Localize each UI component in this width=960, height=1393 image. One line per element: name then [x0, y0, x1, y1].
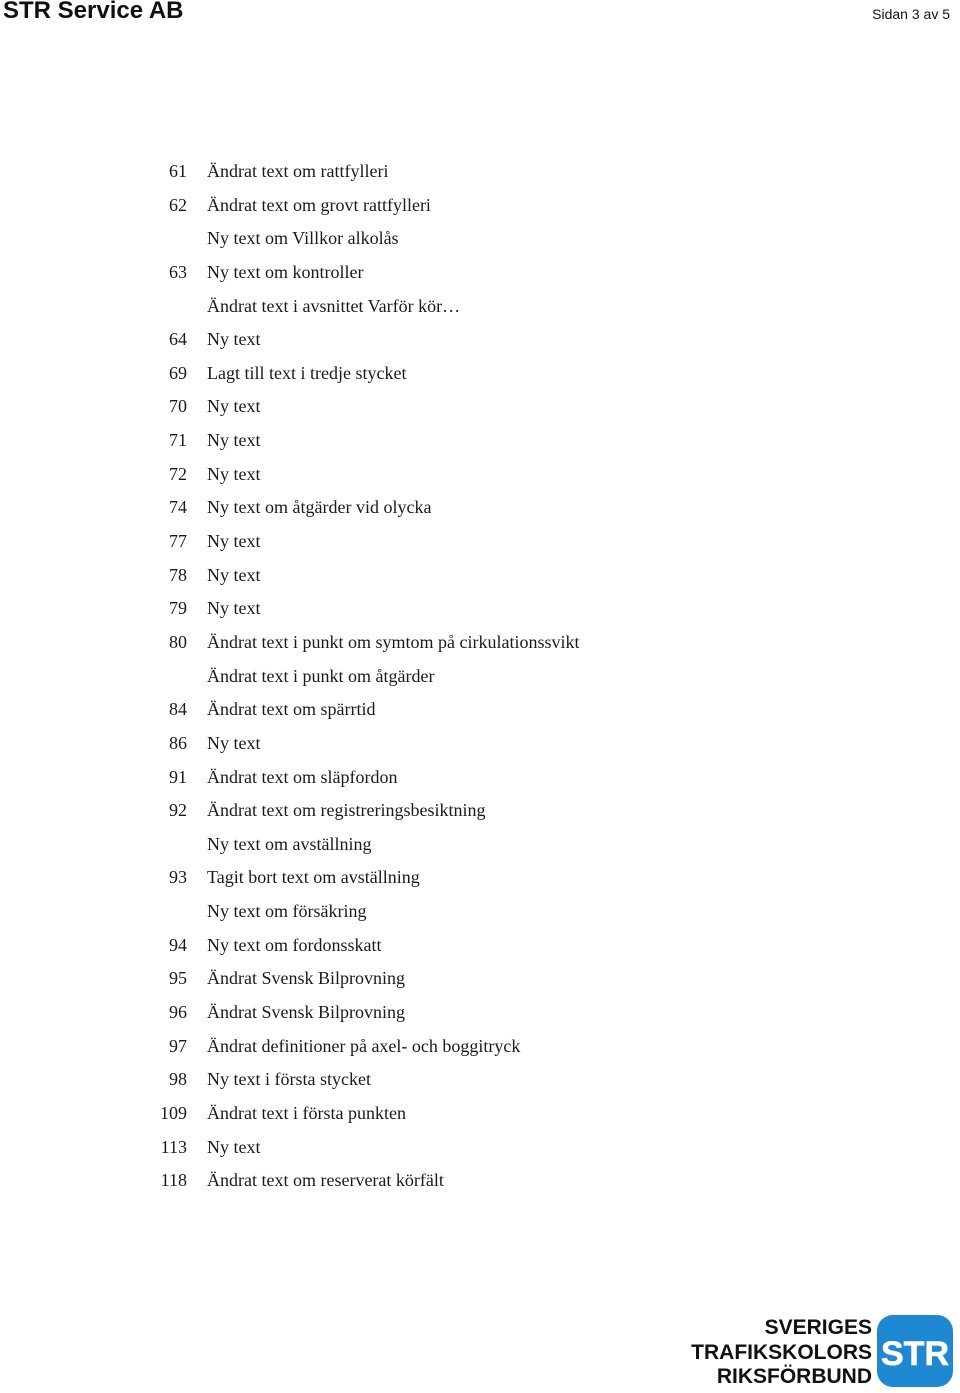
page-reference-number: 86: [169, 732, 187, 753]
change-description: Ny text: [207, 396, 261, 417]
list-item: [0, 693, 960, 727]
page-reference-number: 62: [169, 194, 187, 215]
list-item: [0, 189, 960, 223]
logo-mark-text: STR: [881, 1335, 949, 1373]
change-description: Ny text: [207, 430, 261, 451]
list-item: [0, 1030, 960, 1064]
change-description: Ny text om kontroller: [207, 261, 364, 282]
list-item: [0, 1097, 960, 1131]
logo-line-2: TRAFIKSKOLORS: [691, 1340, 872, 1364]
document-title: STR Service AB: [3, 0, 184, 24]
list-item: [0, 929, 960, 963]
change-description: Ändrat text i avsnittet Varför kör…: [207, 295, 461, 316]
list-item: [0, 290, 960, 324]
list-item: [0, 962, 960, 996]
change-description: Ny text: [207, 1136, 261, 1157]
page-reference-number: 70: [169, 396, 187, 417]
change-description: Ändrat text om släpfordon: [207, 766, 398, 787]
page-reference-number: 71: [169, 430, 187, 451]
list-item: [0, 390, 960, 424]
change-description: Ändrat text om rattfylleri: [207, 161, 389, 181]
change-list: [0, 155, 960, 1198]
list-item: [0, 155, 960, 189]
page-reference-number: 96: [169, 1002, 187, 1023]
change-description: Ny text om åtgärder vid olycka: [207, 497, 432, 518]
change-description: Ändrat text i punkt om symtom på cirkulationssvikt: [207, 631, 580, 652]
page-reference-number: 80: [169, 631, 187, 652]
change-description: Ändrat Svensk Bilprovning: [207, 1002, 405, 1023]
page-reference-number: 64: [169, 329, 187, 350]
page-reference-number: 109: [160, 1102, 187, 1123]
page-reference-number: 74: [169, 497, 187, 518]
list-item: [0, 491, 960, 525]
list-item: [0, 828, 960, 862]
list-item: [0, 727, 960, 761]
change-description: Ny text: [207, 732, 261, 753]
list-item: [0, 861, 960, 895]
change-description: Ny text om Villkor alkolås: [207, 228, 399, 249]
page-reference-number: 69: [169, 362, 187, 383]
page-reference-number: 79: [169, 598, 187, 619]
list-item: [0, 424, 960, 458]
list-item: [0, 996, 960, 1030]
page-reference-number: 98: [169, 1069, 187, 1090]
list-item: [0, 1131, 960, 1165]
change-description: Ändrat Svensk Bilprovning: [207, 968, 405, 989]
str-logo-icon: [877, 1315, 953, 1387]
change-description: Ändrat text om registreringsbesiktning: [207, 800, 486, 821]
page-reference-number: 72: [169, 463, 187, 484]
list-item: [0, 458, 960, 492]
page-reference-number: 113: [160, 1136, 187, 1157]
change-description: Ny text: [207, 564, 261, 585]
list-item: [0, 1063, 960, 1097]
list-item: [0, 222, 960, 256]
page-number: Sidan 3 av 5: [872, 6, 950, 22]
logo-line-1: SVERIGES: [764, 1316, 872, 1339]
list-item: [0, 1164, 960, 1198]
page-reference-number: 92: [169, 800, 187, 821]
logo-wordmark: [691, 1316, 872, 1390]
change-description: Ny text om försäkring: [207, 901, 367, 922]
change-description: Ändrat text i första punkten: [207, 1102, 406, 1123]
change-description: Ändrat text om spärrtid: [207, 699, 376, 720]
list-item: [0, 592, 960, 626]
page-reference-number: 91: [169, 766, 187, 787]
list-item: [0, 256, 960, 290]
change-description: Ändrat definitioner på axel- och boggitryck: [207, 1035, 521, 1056]
list-item: [0, 895, 960, 929]
change-description: Ny text: [207, 329, 261, 350]
change-description: Ändrat text om grovt rattfylleri: [207, 194, 431, 215]
page-reference-number: 77: [169, 531, 187, 552]
change-description: Ny text om fordonsskatt: [207, 934, 382, 955]
list-item: [0, 525, 960, 559]
page-reference-number: 97: [169, 1035, 187, 1056]
page-reference-number: 63: [169, 261, 187, 282]
change-description: Ny text: [207, 463, 261, 484]
change-description: Tagit bort text om avställning: [207, 867, 420, 888]
logo-line-3: RIKSFÖRBUND: [716, 1365, 872, 1388]
list-item: [0, 626, 960, 660]
change-description: Lagt till text i tredje stycket: [207, 362, 407, 383]
change-description: Ny text: [207, 598, 261, 619]
page-reference-number: 84: [169, 699, 187, 720]
page-reference-number: 78: [169, 564, 187, 585]
page-reference-number: 61: [169, 161, 187, 181]
change-description: Ny text: [207, 531, 261, 552]
list-item: [0, 323, 960, 357]
page-reference-number: 94: [169, 934, 187, 955]
change-description: Ändrat text i punkt om åtgärder: [207, 665, 435, 686]
list-item: [0, 660, 960, 694]
page-reference-number: 118: [160, 1170, 187, 1191]
list-item: [0, 357, 960, 391]
change-description: Ny text om avställning: [207, 833, 372, 854]
list-item: [0, 794, 960, 828]
list-item: [0, 761, 960, 795]
change-description: Ändrat text om reserverat körfält: [207, 1170, 444, 1191]
page-reference-number: 95: [169, 968, 187, 989]
change-description: Ny text i första stycket: [207, 1069, 371, 1090]
list-item: [0, 559, 960, 593]
page-reference-number: 93: [169, 867, 187, 888]
